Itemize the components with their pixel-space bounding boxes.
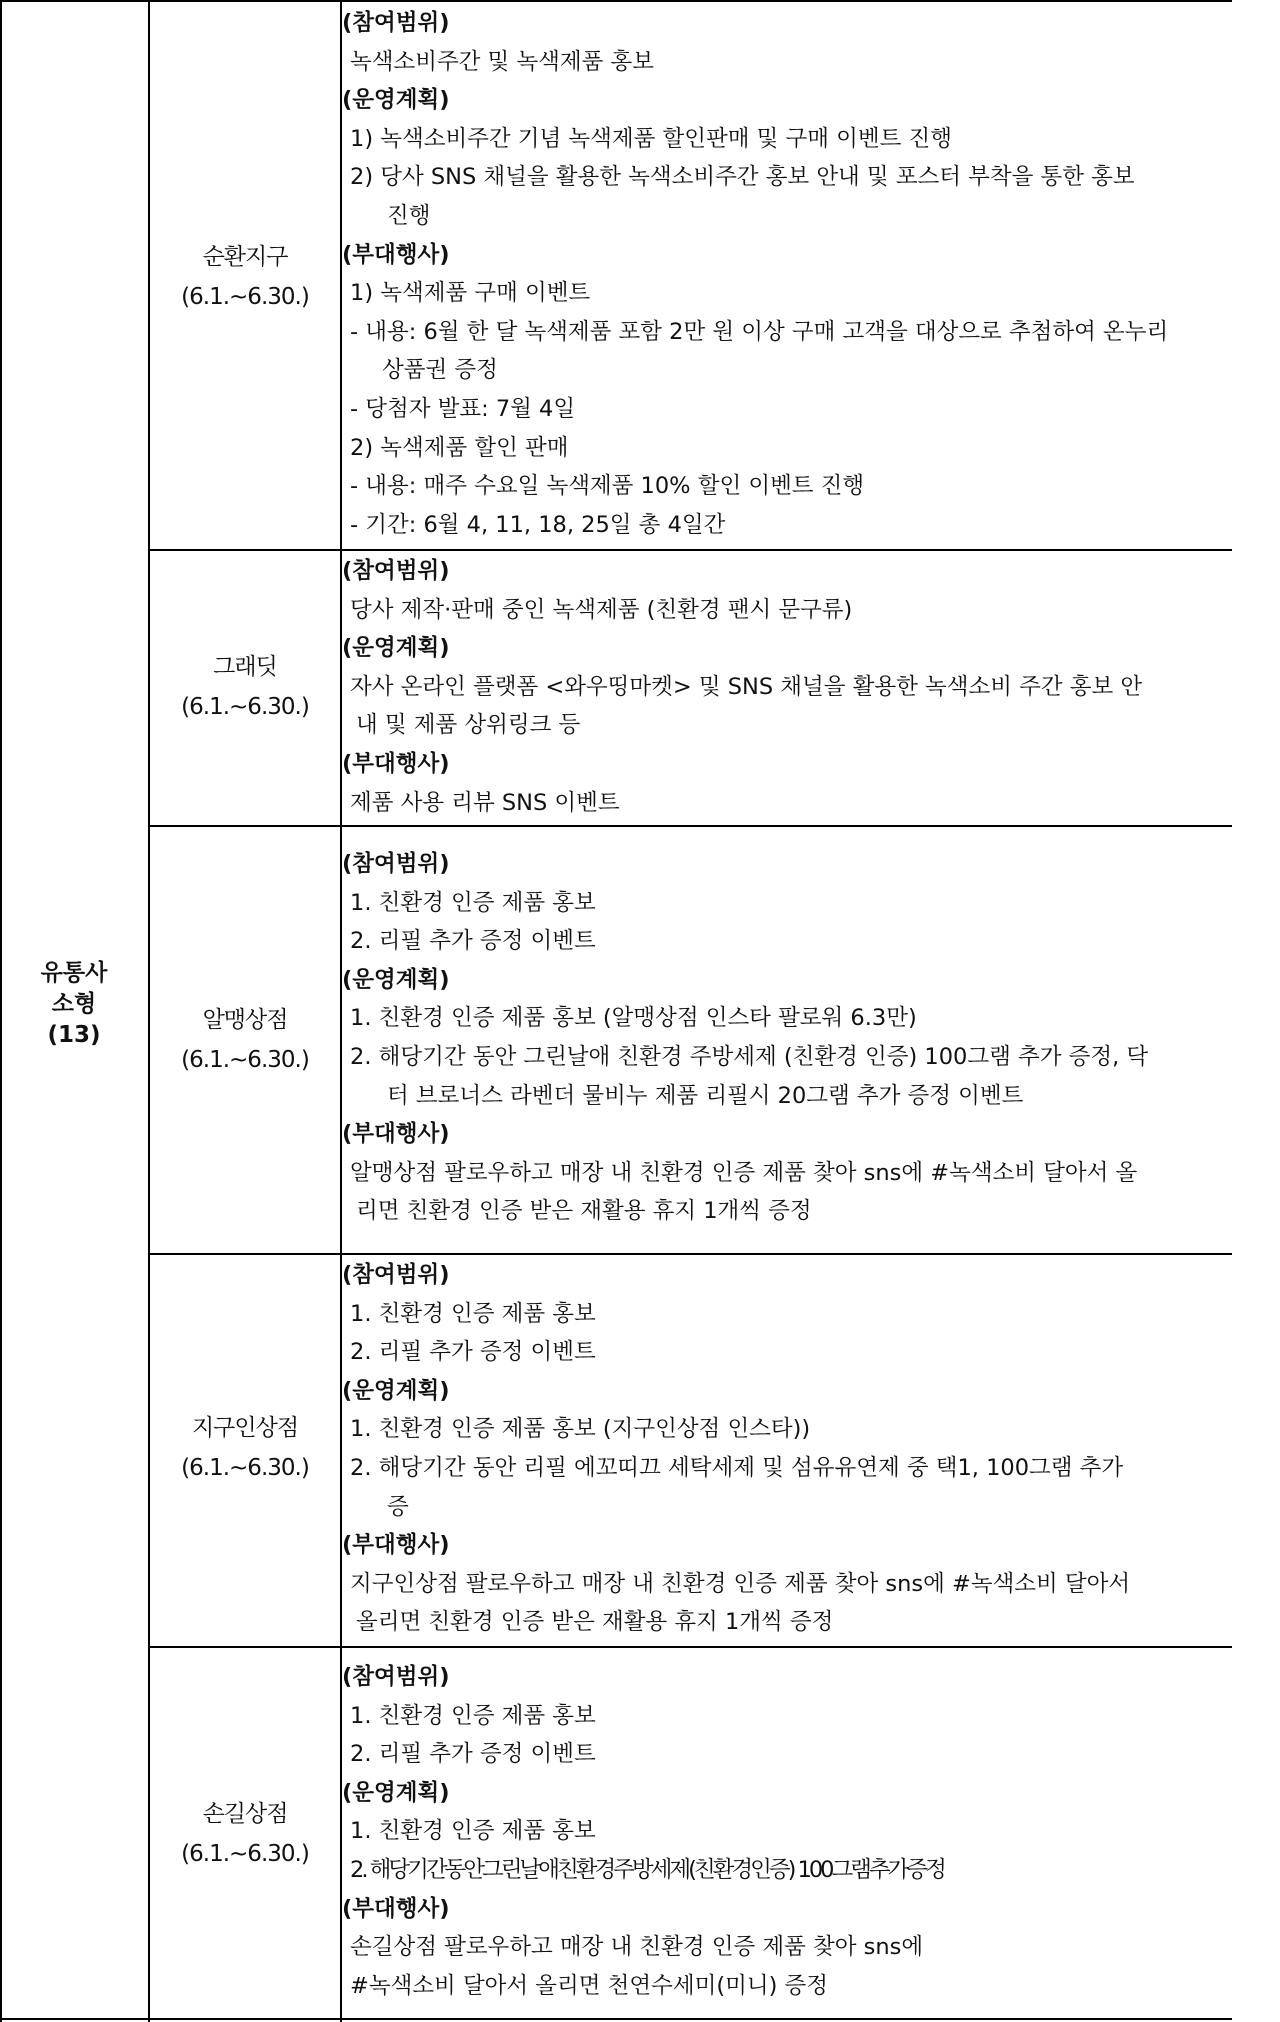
company-name: 손길상점: [202, 1801, 288, 1827]
row-divider: [148, 1253, 1232, 1255]
company-name: 지구인상점: [191, 1415, 299, 1441]
detail-line: 2. 리필 추가 증정 이벤트: [350, 1741, 596, 1768]
detail-line: 2. 리필 추가 증정 이벤트: [350, 928, 596, 955]
company-period: (6.1.~6.30.): [181, 1047, 309, 1073]
details-cell: [342, 845, 1232, 1231]
section-heading: (운영계획): [342, 635, 450, 662]
section-heading: (참여범위): [342, 851, 450, 877]
detail-line: 진행: [387, 202, 431, 229]
company-cell: [150, 1408, 340, 1488]
table-border-top: [0, 0, 1232, 2]
detail-line: - 내용: 6월 한 달 녹색제품 포함 2만 원 이상 구매 고객을 대상으로 추첨하여 온누리: [350, 318, 1169, 345]
detail-line: 1) 녹색제품 구매 이벤트: [350, 280, 591, 307]
section-heading: (부대행사): [342, 1532, 450, 1559]
detail-line: 2) 녹색제품 할인 판매: [350, 434, 569, 461]
company-name: 알맹상점: [202, 1007, 288, 1033]
section-heading: (부대행사): [342, 241, 450, 268]
detail-line: 2. 해당기간 동안 그린날애 친환경 주방세제 (친환경 인증) 100그램 추가 증정, 닥: [350, 1043, 1149, 1070]
detail-line: 터 브로너스 라벤더 물비누 제품 리필시 20그램 추가 증정 이벤트: [387, 1082, 1024, 1109]
detail-line: 증: [387, 1493, 409, 1520]
detail-line: 2. 리필 추가 증정 이벤트: [350, 1339, 596, 1366]
details-cell: [342, 4, 1232, 544]
company-period: (6.1.~6.30.): [181, 284, 309, 310]
company-period: (6.1.~6.30.): [181, 1455, 309, 1481]
company-period: (6.1.~6.30.): [181, 1841, 309, 1867]
detail-line: 1. 친환경 인증 제품 홍보 (지구인상점 인스타)): [350, 1416, 811, 1443]
row-divider: [148, 1646, 1232, 1648]
company-cell: [150, 1794, 340, 1874]
detail-line: 1. 친환경 인증 제품 홍보 (알맹상점 인스타 팔로워 6.3만): [350, 1005, 917, 1032]
company-cell: [150, 647, 340, 727]
section-heading: (부대행사): [342, 1121, 450, 1148]
company-name: 순환지구: [202, 244, 288, 270]
detail-line: 1. 친환경 인증 제품 홍보: [350, 1300, 596, 1327]
section-heading: (참여범위): [342, 1664, 450, 1690]
detail-line: 녹색소비주간 및 녹색제품 홍보: [350, 48, 655, 75]
detail-line: 1) 녹색소비주간 기념 녹색제품 할인판매 및 구매 이벤트 진행: [350, 125, 952, 152]
details-cell: [342, 552, 1232, 822]
section-heading: (부대행사): [342, 1895, 450, 1922]
company-name: 그래딧: [213, 654, 277, 680]
detail-line: 올리면 친환경 인증 받은 재활용 휴지 1개씩 증정: [356, 1609, 834, 1636]
detail-line: 지구인상점 팔로우하고 매장 내 친환경 인증 제품 찾아 sns에 #녹색소비 달아서: [350, 1570, 1131, 1597]
detail-line: 2) 당사 SNS 채널을 활용한 녹색소비주간 홍보 안내 및 포스터 부착을 통한 홍보: [350, 164, 1135, 191]
section-heading: (운영계획): [342, 966, 450, 993]
row-divider: [148, 825, 1232, 827]
row-divider: [148, 549, 1232, 551]
detail-line: 리면 친환경 인증 받은 재활용 휴지 1개씩 증정: [356, 1198, 812, 1225]
detail-line: 자사 온라인 플랫폼 <와우띵마켓> 및 SNS 채널을 활용한 녹색소비 주간 홍보 안: [350, 673, 1143, 700]
section-heading: (운영계획): [342, 1377, 450, 1404]
category-name-line1: 유통사: [40, 960, 108, 986]
table-border-bottom: [0, 2018, 1232, 2020]
section-heading: (운영계획): [342, 87, 450, 114]
detail-line: 1. 친환경 인증 제품 홍보: [350, 889, 596, 916]
detail-line: 2. 해당기간동안그린날애친환경주방세제(친환경인증) 100그램추가증정: [350, 1856, 944, 1883]
category-name-line2: 소형: [51, 991, 97, 1017]
detail-line: 알맹상점 팔로우하고 매장 내 친환경 인증 제품 찾아 sns에 #녹색소비 달아서 올: [350, 1159, 1138, 1186]
company-cell: [150, 237, 340, 317]
detail-line: - 기간: 6월 4, 11, 18, 25일 총 4일간: [350, 511, 726, 538]
detail-line: 1. 친환경 인증 제품 홍보: [350, 1702, 596, 1729]
section-heading: (참여범위): [342, 1262, 450, 1288]
details-cell: [342, 1658, 1232, 2005]
details-cell: [342, 1256, 1232, 1642]
detail-line: - 내용: 매주 수요일 녹색제품 10% 할인 이벤트 진행: [350, 473, 865, 500]
category-cell: [0, 958, 148, 1051]
detail-line: 손길상점 팔로우하고 매장 내 친환경 인증 제품 찾아 sns에: [350, 1934, 924, 1961]
section-heading: (운영계획): [342, 1779, 450, 1806]
section-heading: (참여범위): [342, 10, 450, 36]
detail-line: 2. 해당기간 동안 리필 에꼬띠끄 세탁세제 및 섬유유연제 중 택1, 100그램 추가: [350, 1454, 1124, 1481]
detail-line: 당사 제작·판매 중인 녹색제품 (친환경 팬시 문구류): [350, 596, 853, 623]
company-cell: [150, 1000, 340, 1080]
detail-line: 내 및 제품 상위링크 등: [356, 712, 581, 739]
detail-line: 1. 친환경 인증 제품 홍보: [350, 1818, 596, 1845]
detail-line: #녹색소비 달아서 올리면 천연수세미(미니) 증정: [350, 1972, 828, 1999]
category-count: (13): [47, 1022, 101, 1048]
detail-line: 제품 사용 리뷰 SNS 이벤트: [350, 789, 620, 816]
section-heading: (참여범위): [342, 558, 450, 584]
section-heading: (부대행사): [342, 750, 450, 777]
detail-line: 상품권 증정: [382, 357, 498, 384]
company-period: (6.1.~6.30.): [181, 694, 309, 720]
detail-line: - 당첨자 발표: 7월 4일: [350, 395, 576, 422]
